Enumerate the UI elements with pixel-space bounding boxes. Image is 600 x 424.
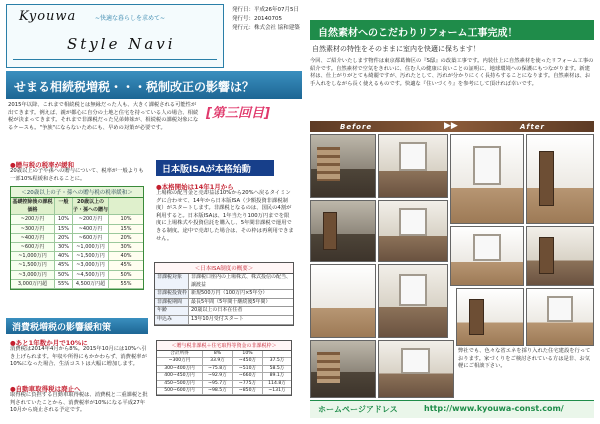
- rate-table-cell: 20%: [109, 234, 143, 242]
- rate-table-cell: ~1,500万円: [11, 261, 55, 269]
- nisa-headline: 日本版ISAが本格始動: [156, 160, 274, 176]
- rate-table-cell: 15%: [55, 225, 73, 233]
- housing-fund-header-cell: 合計所得: [157, 351, 203, 357]
- contact-invitation-text: 弊社でも、色々な省エネを採り入れた住宅建設を行っております。家づくりをご検討されている方は是非、お気軽にご相談下さい。: [458, 348, 591, 370]
- housing-fund-cell: ~510万: [233, 366, 263, 372]
- housing-fund-cell: 114.8万: [268, 380, 286, 386]
- issue-publisher: 発行元：株式会社 協和建築: [232, 25, 300, 31]
- rate-table-cell: ~1,000万円: [73, 243, 109, 251]
- rate-table-cell: 40%: [109, 252, 143, 260]
- after-label: After: [520, 123, 546, 131]
- rate-table-cell: 10%: [109, 215, 143, 223]
- housing-fund-row: [157, 381, 291, 388]
- housing-fund-header-cell: 8%: [203, 351, 233, 357]
- nisa-overview-cell: 最長5年間（5年間十継続後5年間）: [191, 298, 271, 305]
- housing-fund-cell: ~92.9万: [203, 373, 233, 379]
- reform-headline: 自然素材へのこだわりリフォーム工事完成！: [310, 20, 594, 40]
- masthead-rule: [13, 59, 217, 60]
- rate-table-row: [11, 280, 143, 289]
- inheritance-intro-text: 2015年以降、これまで相続税とは無縁だった人も、大きく課税される可能性が出てきます。例えば、親が都心に自分の土地と住宅を持っている人の場合、相続税が決まってきます。それまで非課税だった兄弟姉妹が、相続税の課税対象になるケースも。"争族"にならないためにも、早めの対策が必要です。: [8, 102, 199, 131]
- rate-table-row: [11, 243, 143, 252]
- rate-table-row: [11, 271, 143, 280]
- rate-table-cell: ~400万円: [11, 234, 55, 242]
- inheritance-tax-headline: せまる相続税増税・・・税制改正の影響は？: [6, 71, 302, 99]
- photo-after-room-6: [526, 288, 594, 346]
- nisa-section-text: 上場株の配当金と売却益は10%から20%へ戻るタイミングに合わせて、14年から日本版ISA（少額投資非課税制度）がスタートします。非課税となるのは、国民の4割が利用すると。日本版ISAは、1年当たり100万円までを限度に上場株式や投資信託を購入し、5年間非課税で運用できる制度。途中で売却した場合は、その枠は再利用できません。: [156, 190, 294, 242]
- nisa-overview-table: [154, 262, 294, 326]
- rate-table-row: [11, 261, 143, 270]
- nisa-section-heading: ●本格開始は14年1月から: [156, 183, 234, 191]
- housing-fund-row: [157, 373, 291, 380]
- housing-fund-table-title: ＜贈与税非課税＋住宅取得等資金の非課税枠＞: [157, 341, 291, 351]
- rate-table-cell: ~4,500万円: [73, 271, 109, 279]
- rate-table-cell: ~3,000万円: [73, 261, 109, 269]
- before-after-arrow-icon: ▶▶: [444, 121, 458, 131]
- rate-table-row: [11, 234, 143, 243]
- masthead-tagline: ~快適な暮らしを求めて~: [95, 15, 166, 22]
- consumption-tax-headline: 消費税増税の影響緩和策: [6, 318, 148, 334]
- nisa-overview-row: [155, 307, 293, 316]
- consumption-tax-heading-1: ●あと1年数か月で10%に: [10, 339, 88, 347]
- housing-fund-header-cell: [263, 351, 291, 357]
- rate-table-cell: ~600万円: [11, 243, 55, 251]
- housing-fund-cell: ~131万: [268, 388, 286, 394]
- rate-table-row: [11, 225, 143, 234]
- gift-tax-section-heading: ●贈与税の税率が緩和: [10, 161, 75, 169]
- housing-fund-row: [157, 358, 291, 365]
- photo-after-corridor: [310, 264, 376, 338]
- housing-fund-cell: ~98.5万: [203, 388, 233, 394]
- rate-table-body: [11, 215, 143, 289]
- housing-fund-cell: 500~600万円: [157, 388, 203, 394]
- photo-after-room-3: [450, 226, 524, 286]
- rate-table-cell: ~1,500万円: [73, 252, 109, 260]
- photo-before-kitchen: [310, 134, 376, 198]
- nisa-overview-cell: 非課税対象: [155, 274, 189, 289]
- masthead: [6, 4, 224, 68]
- housing-fund-cell: 89.1万: [269, 373, 285, 379]
- nisa-overview-row: [155, 274, 293, 290]
- nisa-overview-cell: 新規500万円（100万円×5年分）: [191, 290, 268, 297]
- nisa-overview-cell: 非課税口座内の上場株式、株式投信の配当、譲渡益: [191, 274, 292, 288]
- nisa-overview-cell: 年齢: [155, 307, 189, 315]
- rate-table-cell: 55%: [109, 280, 143, 288]
- rate-table-cell: ~200万円: [73, 215, 109, 223]
- photo-after-room-2: [526, 134, 594, 224]
- rate-table-cell: 10%: [55, 215, 73, 223]
- housing-fund-cell: 37.5万: [269, 358, 285, 364]
- part-badge: [第三回目]: [206, 106, 270, 121]
- masthead-title-word2: Style Navi: [67, 35, 176, 53]
- rate-table-cell: 30%: [55, 243, 73, 251]
- nisa-overview-cell: 非課税期間: [155, 299, 189, 307]
- consumption-tax-text-2: 取得税に負担する自動車取得税は、消費税と二重課税と批判されていたことから、消費税率が10%になる平成27年10月から廃止される予定です。: [10, 392, 148, 414]
- rate-table-cell: 50%: [109, 271, 143, 279]
- rate-table-cell: ~1,000万円: [11, 252, 55, 260]
- photo-after-room-5: [456, 288, 524, 346]
- rate-table-cell: 50%: [55, 271, 73, 279]
- nisa-overview-title: ＜日本ISA制度の概要＞: [155, 263, 293, 274]
- housing-fund-cell: 450~500万円: [157, 381, 203, 387]
- rate-table-row: [11, 215, 143, 224]
- rate-table-row: [11, 252, 143, 261]
- homepage-url-link[interactable]: http://www.kyouwa-const.com/: [424, 404, 564, 413]
- rate-table-cell: ~3,000万円: [11, 271, 55, 279]
- before-label: Before: [340, 123, 373, 131]
- rate-table-cell: 45%: [55, 261, 73, 269]
- gift-tax-rate-table: [10, 186, 144, 290]
- issue-number: 発行号：20140705: [232, 16, 282, 22]
- consumption-tax-text-1: 消費税は2014年4月から8%。2015年10月には10%へ引き上げられます。年収や所得にもかかわらず、消費税率が10%になった場合、生活コストは大幅に増加します。: [10, 346, 147, 368]
- housing-fund-cell: 400~450万円: [157, 373, 203, 379]
- nisa-overview-row: [155, 290, 293, 299]
- rate-table-cell: 45%: [109, 261, 143, 269]
- housing-fund-row: [157, 388, 291, 395]
- housing-fund-cell: ~75.8万: [203, 366, 233, 372]
- issue-date: 発行日：平成26年07月5日: [232, 7, 299, 13]
- housing-fund-header-cell: 10%: [233, 351, 263, 357]
- rate-header-cell: 20歳以上の子・孫への贈与: [73, 199, 109, 214]
- issue-info: [232, 6, 304, 62]
- rate-table-cell: ~600万円: [73, 234, 109, 242]
- housing-fund-body: [157, 358, 291, 395]
- photo-after-room-1: [450, 134, 524, 224]
- nisa-overview-cell: 非課税投資枠: [157, 290, 188, 297]
- masthead-title-word1: Kyouwa: [19, 9, 77, 24]
- reform-subheadline: 自然素材の特性をそのままに室内を快適に保ちます！: [312, 45, 480, 53]
- rate-header-cell: 基礎控除後の課税価格: [11, 198, 55, 214]
- reform-intro-text: 今回、ご紹介いたします物件は東京都葛飾区の『S邸』の改築工事です。内装仕上に自然素材を使ったリフォーム工事の紹介です。自然素材で空気をきれいに、住む人の健康に良いことの証明に、地球環境への保護にもつながります。新建材は、仕上がりがとても綺麗ですが、汚れたとして、汚れが分かりにくく長持ちすることになります。自然素材は、お手入れをしながら長く使えるものです。快適な『住いづくり』を参考にして頂ければ幸いです。: [310, 58, 594, 87]
- housing-fund-cell: 300~400万円: [157, 366, 203, 372]
- consumption-tax-heading-2: ●自動車取得税は廃止へ: [10, 385, 81, 393]
- rate-table-cell: ~400万円: [73, 225, 109, 233]
- rate-table-cell: 15%: [109, 225, 143, 233]
- photo-before-window: [378, 200, 448, 262]
- housing-fund-cell: 33.9万: [203, 358, 233, 364]
- nisa-overview-cell: 20歳以上の日本在住者: [191, 307, 243, 314]
- rate-table-header-row: [11, 198, 143, 215]
- rate-header-cell: [109, 198, 143, 214]
- rate-table-cell: 55%: [55, 280, 73, 288]
- photo-after-window: [378, 264, 448, 338]
- rate-table-cell: 4,500万円超: [73, 280, 109, 288]
- rate-table-cell: 40%: [55, 252, 73, 260]
- nisa-overview-cell: 13年10月受付スタート: [191, 315, 244, 322]
- housing-fund-cell: ~95.7万: [203, 381, 233, 387]
- housing-fund-cell: 58.5万: [269, 365, 285, 371]
- rate-header-cell: 一般: [55, 198, 73, 214]
- rate-table-cell: 30%: [109, 243, 143, 251]
- housing-fund-cell: ~660万: [233, 373, 263, 379]
- rate-table-cell: ~200万円: [11, 215, 55, 223]
- housing-fund-cell: ~300万円: [157, 358, 203, 364]
- photo-before-hall: [310, 200, 376, 262]
- homepage-label: ホームページアドレス: [318, 405, 398, 414]
- nisa-overview-body: [155, 274, 293, 325]
- rate-table-cell: 3,000万円超: [11, 280, 55, 288]
- photo-after-room-4: [526, 226, 594, 286]
- rate-table-cell: 20%: [55, 234, 73, 242]
- rate-table-cell: ~300万円: [11, 225, 55, 233]
- photo-after-living: [378, 340, 454, 398]
- gift-tax-section-text: 20歳以上の子や孫への贈与について、税率が一般よりも一部10%程緩和されることに。: [10, 168, 144, 182]
- nisa-overview-cell: 申込み: [155, 316, 189, 324]
- housing-fund-cell: ~775万: [233, 381, 263, 387]
- photo-before-room: [378, 134, 448, 198]
- housing-fund-cell: ~850万: [233, 388, 263, 394]
- housing-fund-cell: ~450万: [233, 358, 263, 364]
- nisa-overview-row: [155, 316, 293, 325]
- rate-table-title: ＜20歳以上の子・孫への贈与税の税率緩和＞: [11, 187, 143, 198]
- housing-fund-table: [156, 340, 292, 396]
- photo-after-wood-wall: [310, 340, 376, 398]
